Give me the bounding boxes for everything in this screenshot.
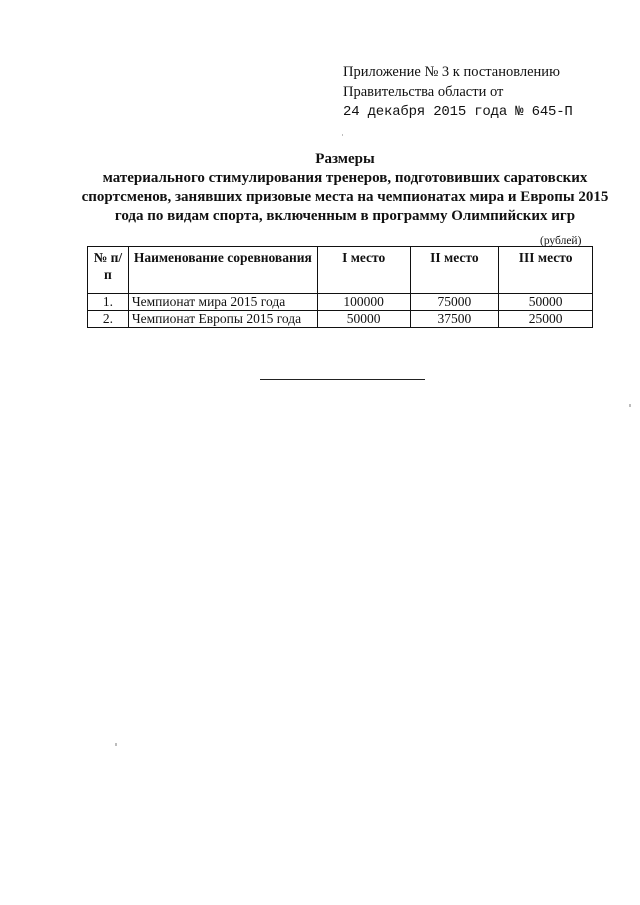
title-subtitle: материального стимулирования тренеров, подготовивших саратовских спортсменов, занявших призовые места на чемпионатах мира и Европы 2015 года по видам спорта, включенным в программу Олимпийских игр [81, 170, 609, 224]
document-title [80, 150, 610, 226]
third-place-amount: 50000 [499, 294, 593, 311]
table-row [88, 294, 593, 311]
third-place-amount: 25000 [499, 311, 593, 328]
row-number: 1. [88, 294, 129, 311]
appendix-date-number: 24 декабря 2015 года № 645-П [343, 104, 573, 120]
table-header-row [88, 247, 593, 294]
first-place-amount: 50000 [317, 311, 410, 328]
appendix-line-2: Правительства области от [343, 84, 504, 100]
header-first-place: I место [317, 247, 410, 294]
appendix-line-1: Приложение № 3 к постановлению [343, 64, 560, 80]
header-number: № п/п [88, 247, 129, 294]
second-place-amount: 75000 [410, 294, 499, 311]
currency-unit-label: (рублей) [540, 235, 582, 247]
header-second-place: II место [410, 247, 499, 294]
second-place-amount: 37500 [410, 311, 499, 328]
row-number: 2. [88, 311, 129, 328]
appendix-header [343, 62, 613, 122]
first-place-amount: 100000 [317, 294, 410, 311]
prize-table [87, 246, 593, 328]
scan-speck [629, 404, 631, 407]
scan-speck [342, 134, 343, 136]
scan-speck [115, 743, 117, 746]
competition-name: Чемпионат Европы 2015 года [128, 311, 317, 328]
table-row [88, 311, 593, 328]
header-third-place: III место [499, 247, 593, 294]
title-heading: Размеры [315, 151, 375, 167]
end-divider-line [260, 379, 425, 380]
competition-name: Чемпионат мира 2015 года [128, 294, 317, 311]
header-competition: Наименование соревнования [128, 247, 317, 294]
